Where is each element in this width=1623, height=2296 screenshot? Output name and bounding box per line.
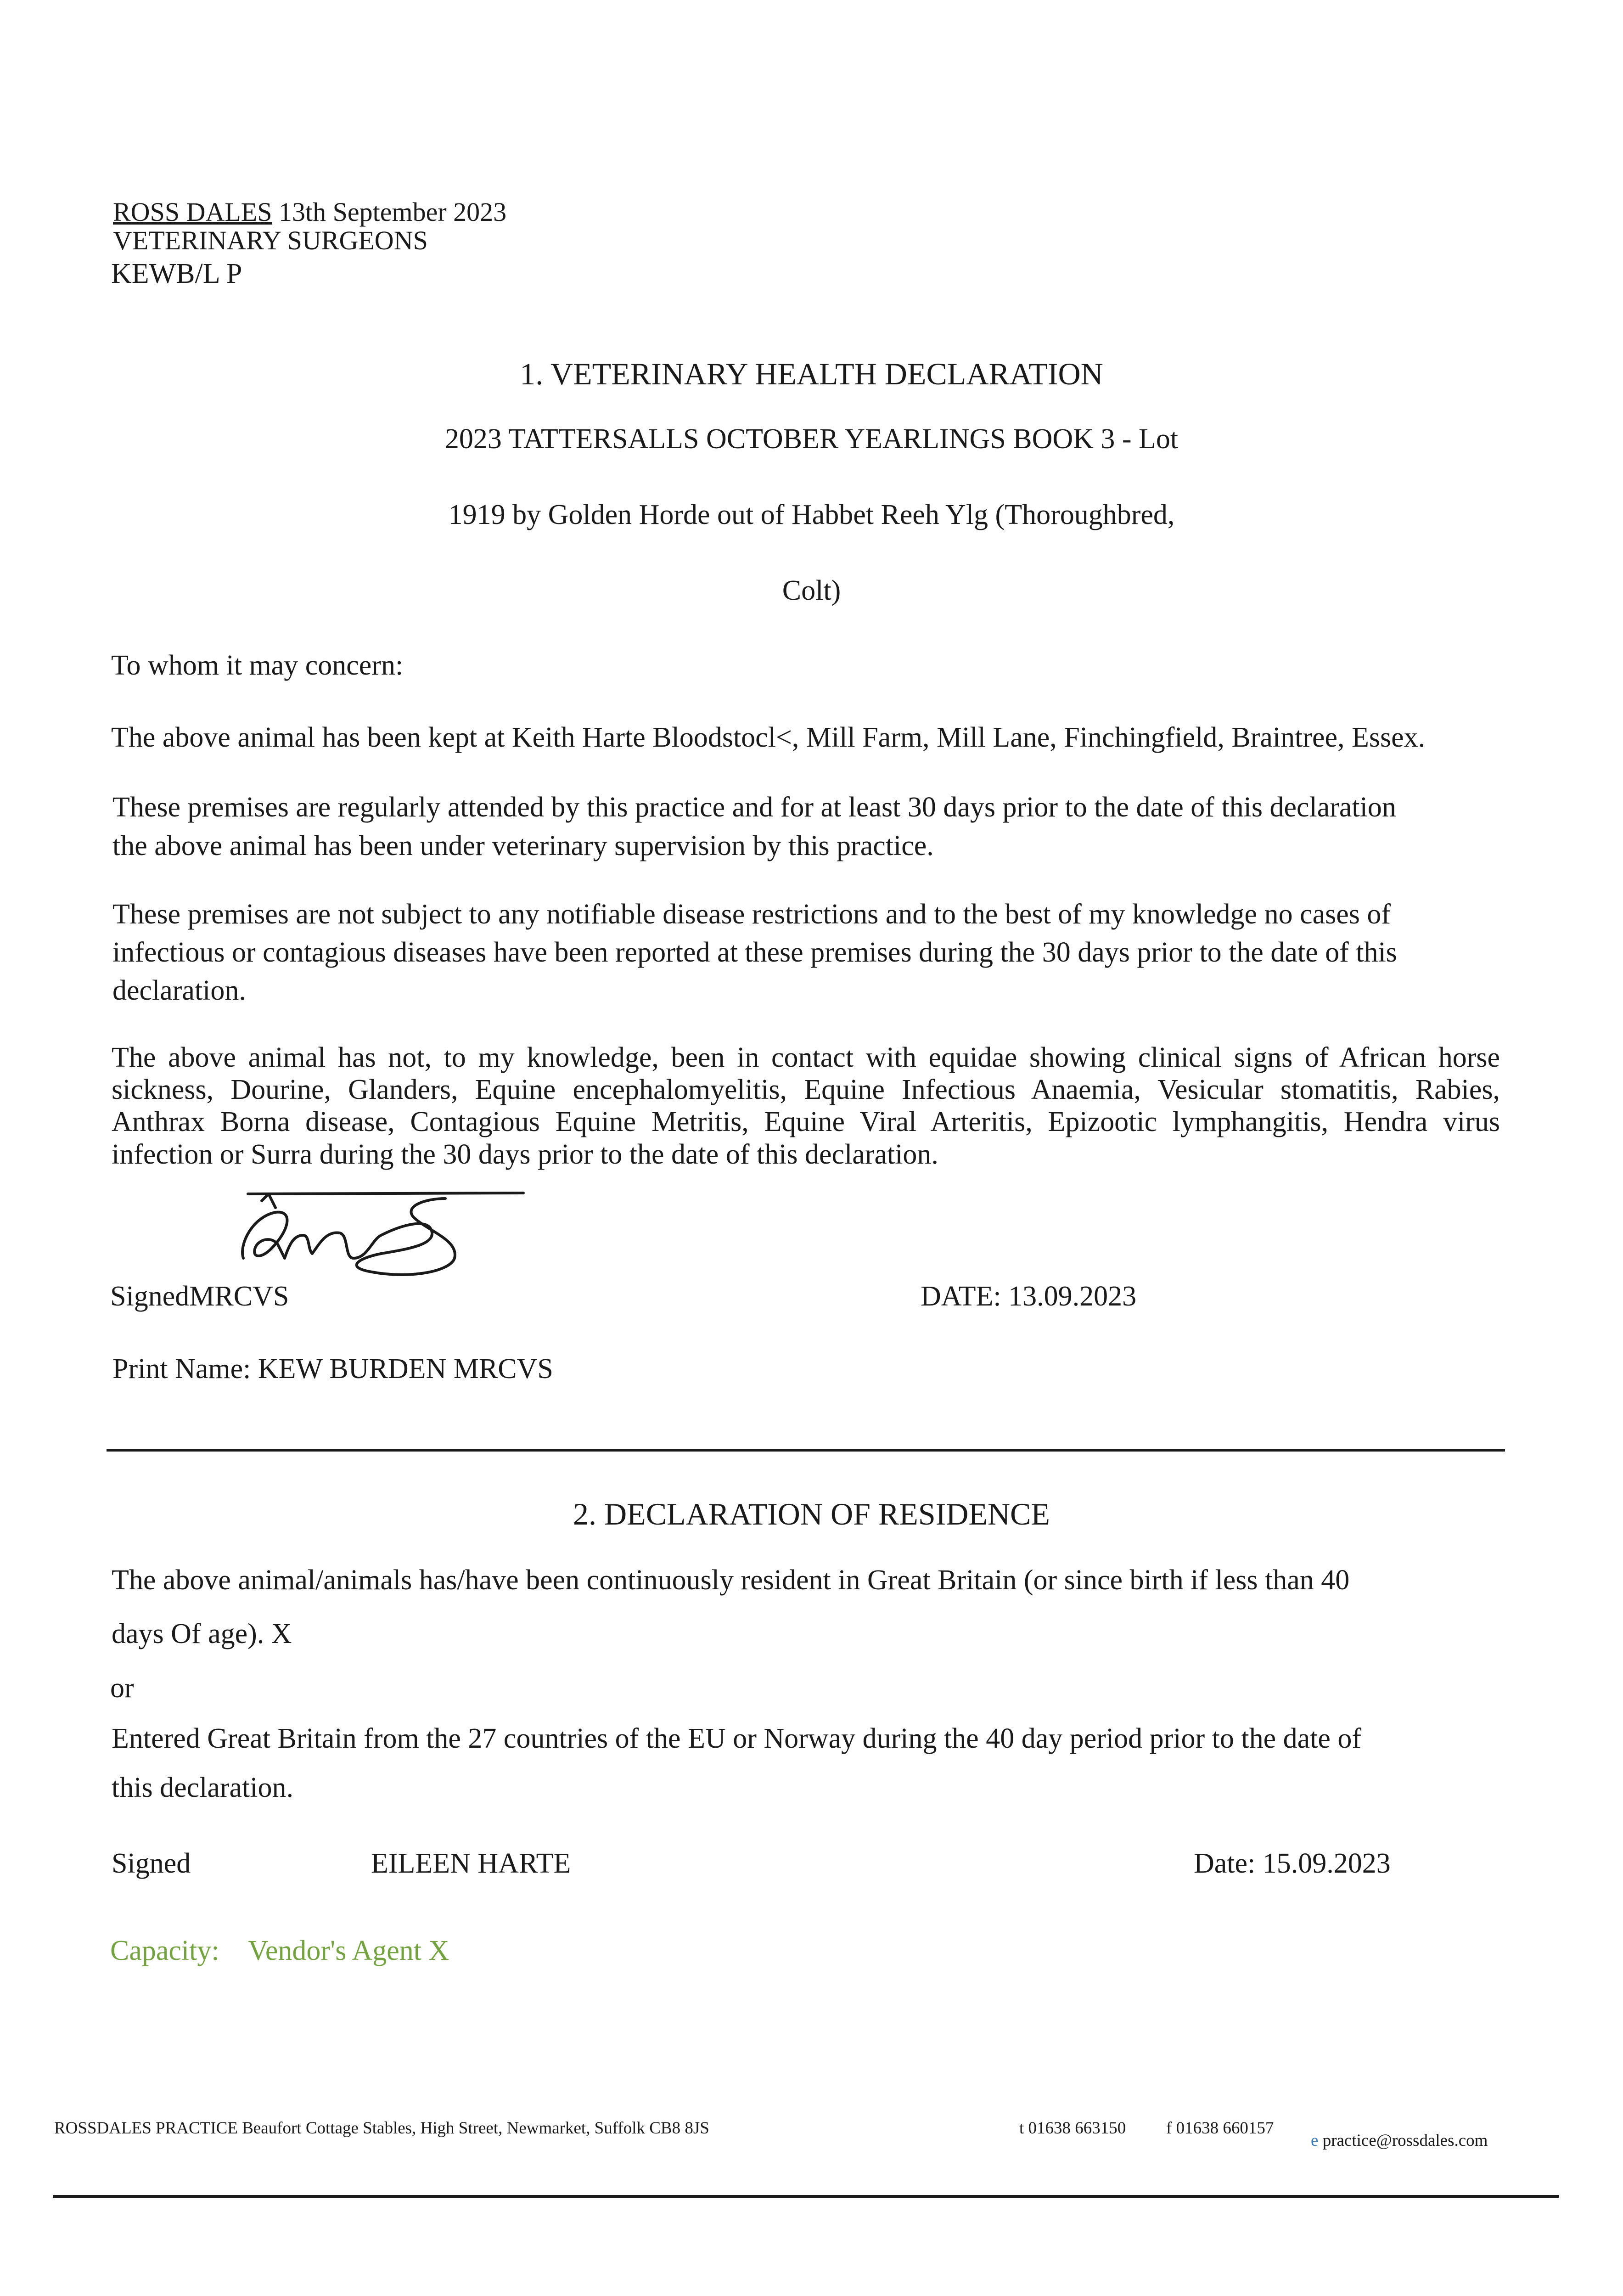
footer-address: ROSSDALES PRACTICE Beaufort Cottage Stables, High Street, Newmarket, Suffolk CB8 8JS [54, 2119, 709, 2138]
footer-email[interactable]: practice@rossdales.com [1322, 2131, 1488, 2150]
restrictions-line-1: These premises are not subject to any notifiable disease restrictions and to the best of my knowledge no cases of [112, 899, 1391, 930]
vendor-signed-label: Signed [112, 1848, 191, 1879]
residence-line-1: The above animal/animals has/have been continuously resident in Great Britain (or since birth if less than 40 [112, 1564, 1350, 1596]
contact-line-2: sickness, Dourine, Glanders, Equine encephalomyelitis, Equine Infectious Anaemia, Vesicular stomatitis, Rabies, [112, 1074, 1500, 1105]
practice-name: ROSS DALES [113, 197, 272, 227]
vet-signed-label: SignedMRCVS [110, 1281, 289, 1312]
letterhead [113, 197, 506, 228]
vendor-signer-name: EILEEN HARTE [371, 1848, 571, 1879]
capacity-label: Capacity: [110, 1935, 219, 1966]
footer-rule [53, 2195, 1559, 2198]
residence-or: or [110, 1672, 134, 1704]
vet-signature [234, 1189, 528, 1286]
salutation: To whom it may concern: [111, 650, 404, 681]
residence-line-3: Entered Great Britain from the 27 countries of the EU or Norway during the 40 day period prior to the date of [112, 1723, 1362, 1754]
sale-line: 2023 TATTERSALLS OCTOBER YEARLINGS BOOK 3 - Lot [444, 423, 1179, 455]
email-prefix: e [1311, 2131, 1319, 2150]
restrictions-line-3: declaration. [112, 975, 246, 1006]
vet-print-name: Print Name: KEW BURDEN MRCVS [112, 1353, 553, 1384]
capacity-value: Vendor's Agent X [248, 1935, 449, 1966]
restrictions-line-2: infectious or contagious diseases have been reported at these premises during the 30 days prior to the date of this [112, 937, 1397, 968]
premises-paragraph: The above animal has been kept at Keith Harte Bloodstocl<, Mill Farm, Mill Lane, Finchingfield, Braintree, Essex. [111, 722, 1426, 753]
letter-date: 13th September 2023 [278, 197, 507, 227]
contact-line-3: Anthrax Borna disease, Contagious Equine Metritis, Equine Viral Arteritis, Epizootic lymphangitis, Hendra virus [112, 1106, 1500, 1137]
residence-line-4: this declaration. [112, 1772, 293, 1803]
lot-line-end: Colt) [782, 575, 841, 606]
residence-line-2: days Of age). X [112, 1618, 292, 1649]
section2-title: 2. DECLARATION OF RESIDENCE [573, 1497, 1050, 1531]
section-divider [107, 1449, 1505, 1452]
footer-email-block [1311, 2131, 1488, 2151]
footer-fax: f 01638 660157 [1166, 2119, 1274, 2138]
vet-signature-date: DATE: 13.09.2023 [921, 1281, 1137, 1312]
reference-code: KEWB/L P [111, 258, 242, 289]
supervision-line-2: the above animal has been under veterinary supervision by this practice. [112, 830, 934, 861]
contact-line-1: The above animal has not, to my knowledge, been in contact with equidae showing clinical signs of African horse [112, 1042, 1500, 1073]
vendor-date: Date: 15.09.2023 [1194, 1848, 1391, 1879]
footer-phone: t 01638 663150 [1019, 2119, 1126, 2138]
practice-subtitle: VETERINARY SURGEONS [113, 225, 428, 255]
section1-title: 1. VETERINARY HEALTH DECLARATION [520, 356, 1103, 391]
contact-line-4: infection or Surra during the 30 days prior to the date of this declaration. [112, 1139, 938, 1170]
lot-line: 1919 by Golden Horde out of Habbet Reeh Ylg (Thoroughbred, [448, 499, 1175, 530]
supervision-line-1: These premises are regularly attended by this practice and for at least 30 days prior to the date of this declaration [112, 792, 1396, 823]
